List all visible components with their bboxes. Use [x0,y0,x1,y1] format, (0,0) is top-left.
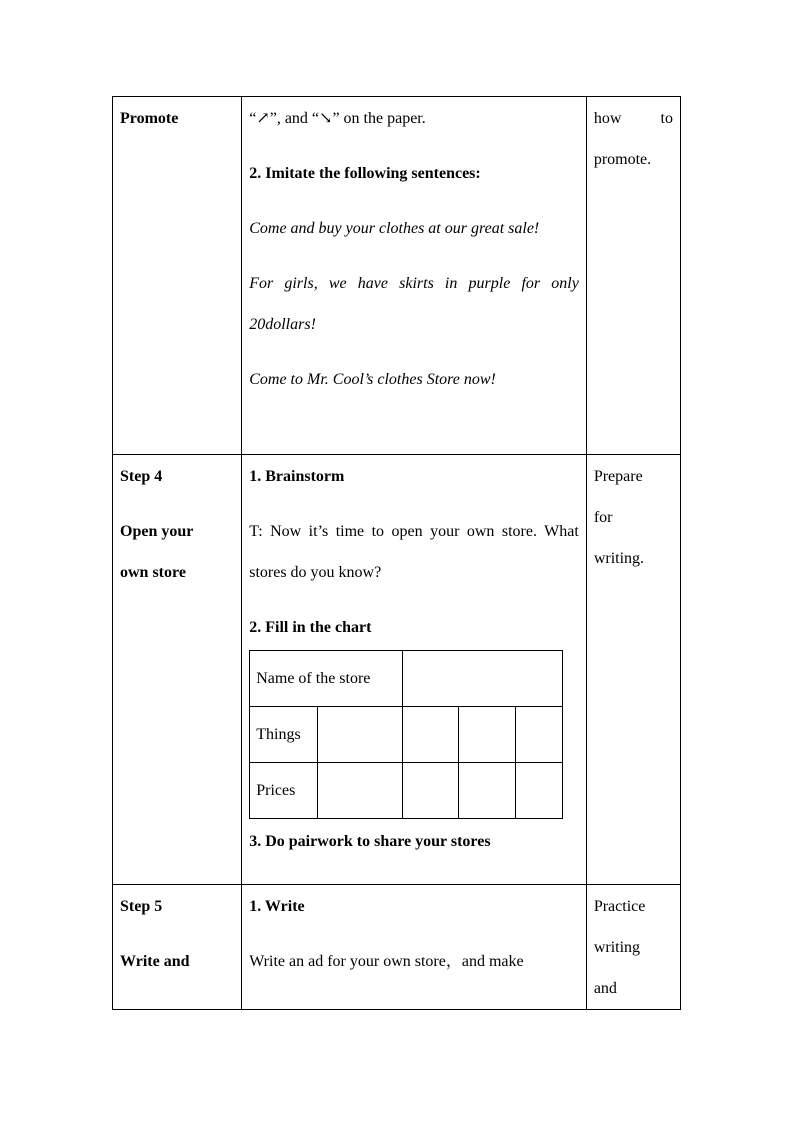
chart-cell [516,707,563,763]
activity-cell-step-4 [242,455,587,885]
pairwork-heading: 3. Do pairwork to share your stores [249,833,491,850]
chart-cell [403,707,459,763]
chart-cell [516,763,563,819]
chart-cell-store-name [403,651,563,707]
step-subtitle-line-2: own store [120,564,186,581]
chart-label-things: Things [250,707,318,763]
table-row-step-5 [113,885,681,1010]
purpose-word-how: how [593,110,622,127]
step-cell-step-4 [113,455,242,885]
purpose-line-2: writing [593,939,641,956]
chart-cell [459,707,516,763]
purpose-cell-promote [586,97,680,455]
step-title: Step 5 [120,898,163,915]
write-instruction: Write an ad for your own store，and make [249,953,524,970]
purpose-line-1 [594,98,673,139]
activity-cell-promote [242,97,587,455]
chart-cell [403,763,459,819]
step-title: Step 4 [120,468,163,485]
write-heading: 1. Write [249,898,305,915]
teacher-prompt: T: Now it’s time to open your own store. What stores do you know? [249,523,579,581]
example-sentence-2: For girls, we have skirts in purple for only 20dollars! [249,275,579,333]
purpose-cell-step-4 [586,455,680,885]
chart-cell [318,707,403,763]
chart-row-things [250,707,563,763]
fill-chart-heading: 2. Fill in the chart [249,619,372,636]
purpose-line-1: Prepare [593,468,643,485]
example-sentence-1: Come and buy your clothes at our great sale! [249,220,540,237]
step-title: Promote [120,110,179,127]
chart-cell [459,763,516,819]
purpose-cell-step-5 [586,885,680,1010]
activity-cell-step-5 [242,885,587,1010]
table-row-step-4 [113,455,681,885]
purpose-line-2: for [593,509,613,526]
step-cell-promote [113,97,242,455]
purpose-line-3: and [593,980,617,997]
chart-row-prices [250,763,563,819]
lesson-plan-table [112,96,681,1010]
purpose-word-to: to [660,110,673,127]
chart-label-name: Name of the store [250,651,403,707]
chart-label-prices: Prices [250,763,318,819]
chart-cell [318,763,403,819]
intonation-line: “↗”, and “↘” on the paper. [249,110,426,127]
purpose-line-2: promote. [593,151,652,168]
store-chart [249,650,563,819]
table-row-promote [113,97,681,455]
step-subtitle-line-1: Write and [120,953,190,970]
brainstorm-heading: 1. Brainstorm [249,468,345,485]
chart-row-name [250,651,563,707]
step-subtitle-line-1: Open your [120,523,194,540]
purpose-line-1: Practice [593,898,646,915]
example-sentence-3: Come to Mr. Cool’s clothes Store now! [249,371,496,388]
purpose-line-3: writing. [593,550,645,567]
imitate-heading: 2. Imitate the following sentences: [249,165,481,182]
step-cell-step-5 [113,885,242,1010]
